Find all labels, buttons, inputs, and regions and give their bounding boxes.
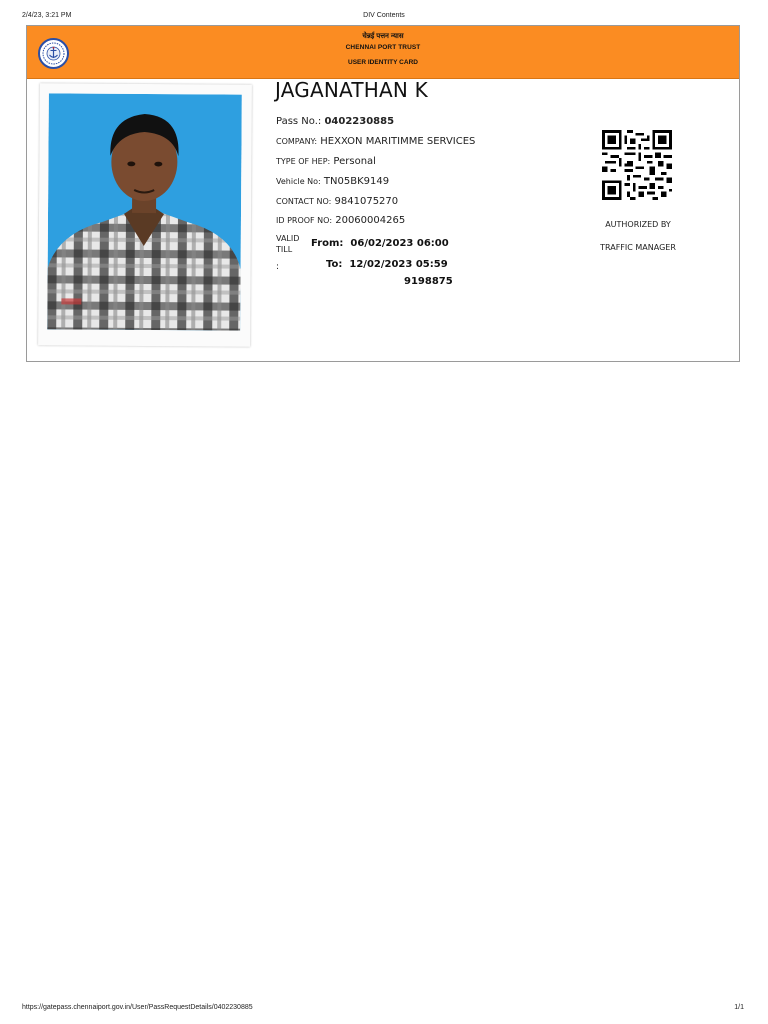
- hep-type-field: [276, 156, 376, 167]
- pass-number-value: 0402230885: [324, 116, 395, 127]
- identity-card: [26, 25, 740, 362]
- vehicle-value: TN05BK9149: [323, 176, 390, 187]
- valid-from-value: 06/02/2023 06:00: [350, 238, 449, 249]
- id-proof-label: ID PROOF NO:: [276, 216, 333, 225]
- company-field: [276, 136, 475, 147]
- qr-code-icon: [600, 130, 674, 200]
- valid-till-label: [276, 233, 299, 255]
- hep-type-value: Personal: [333, 156, 376, 167]
- valid-to-value: 12/02/2023 05:59: [349, 259, 448, 270]
- card-banner: [27, 26, 739, 79]
- banner-org-title: CHENNAI PORT TRUST: [345, 44, 421, 51]
- print-footer: [0, 1000, 768, 1014]
- holder-name: JAGANATHAN K: [275, 78, 428, 102]
- print-url: https://gatepass.chennaiport.gov.in/User/PassRequestDetails/0402230885: [22, 1004, 253, 1011]
- vehicle-field: [276, 176, 389, 187]
- valid-from-label: From:: [311, 238, 344, 249]
- print-header: [0, 8, 768, 22]
- print-title: DIV Contents: [363, 12, 405, 19]
- valid-to-row: [326, 259, 448, 270]
- pass-number-field: [276, 116, 394, 127]
- banner-card-title: USER IDENTITY CARD: [348, 59, 418, 66]
- authority-label: TRAFFIC MANAGER: [600, 243, 676, 252]
- id-proof-value: 20060004265: [335, 215, 406, 226]
- contact-label: CONTACT NO:: [276, 197, 332, 206]
- holder-photo: [38, 83, 252, 346]
- pass-number-label: Pass No.:: [276, 116, 322, 127]
- company-label: COMPANY:: [276, 137, 318, 146]
- company-value: HEXXON MARITIMME SERVICES: [320, 136, 476, 147]
- valid-label-line2: TILL: [276, 245, 293, 254]
- print-page-number: 1/1: [734, 1004, 744, 1011]
- contact-value: 9841075270: [334, 196, 399, 207]
- hep-type-label: TYPE OF HEP:: [276, 157, 331, 166]
- valid-colon: :: [276, 262, 280, 272]
- print-datetime: 2/4/23, 3:21 PM: [22, 12, 72, 19]
- valid-from-row: [311, 238, 449, 249]
- valid-label-line1: VALID: [276, 234, 300, 243]
- contact-field: [276, 196, 398, 207]
- validity-number: 9198875: [404, 276, 453, 287]
- vehicle-label: Vehicle No:: [276, 177, 321, 186]
- authorized-by-label: AUTHORIZED BY: [605, 220, 671, 229]
- valid-to-label: To:: [326, 259, 343, 270]
- id-proof-field: [276, 215, 405, 226]
- banner-hindi-title: चेन्नई पत्तन न्यास: [362, 33, 404, 40]
